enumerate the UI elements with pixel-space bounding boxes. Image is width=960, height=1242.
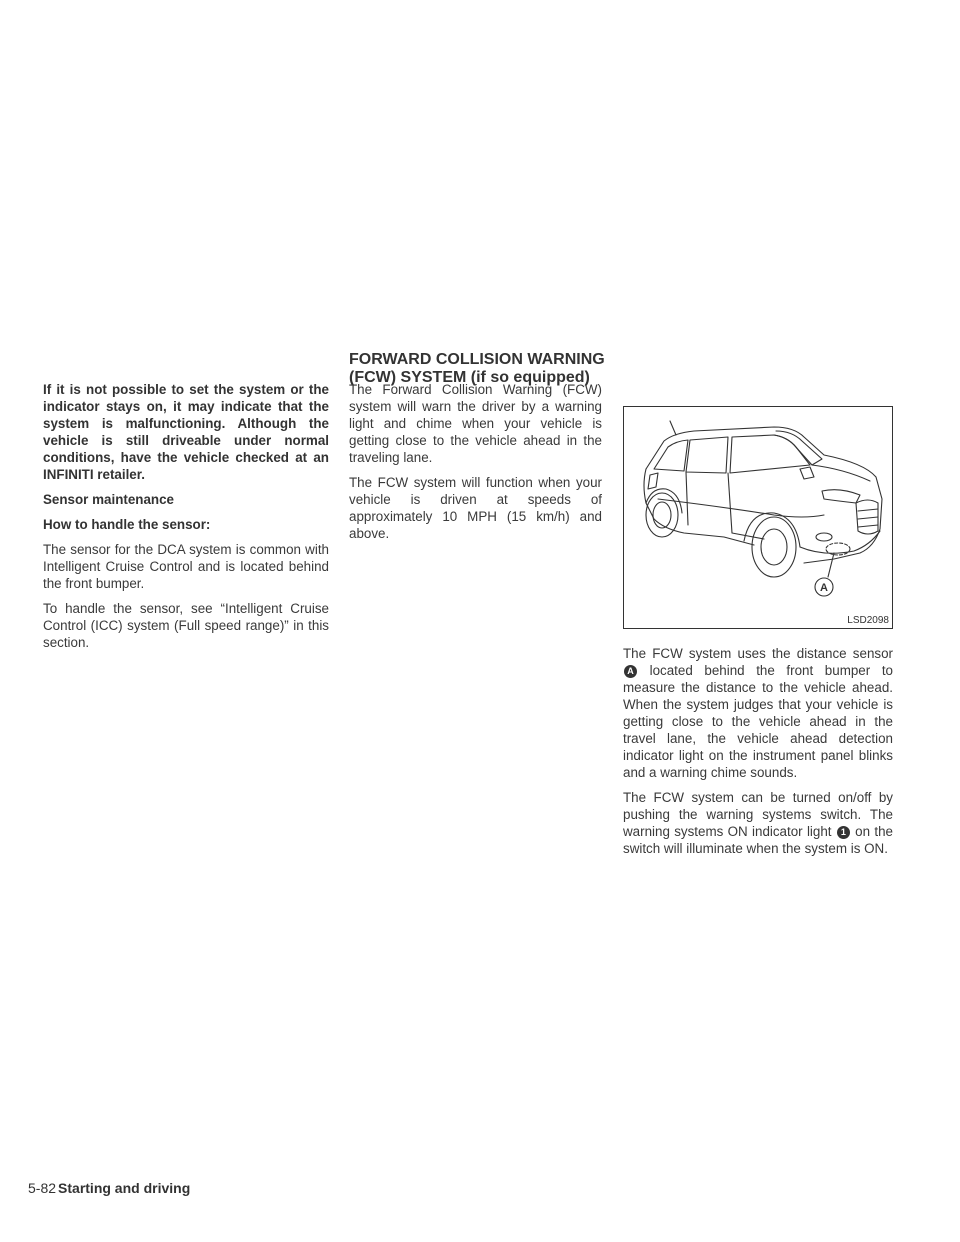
page-footer: [28, 1180, 190, 1196]
fcw-sensor-paragraph: [623, 645, 893, 781]
callout-1-icon: 1: [837, 826, 850, 839]
sensor-text-before: The FCW system uses the distance sensor: [623, 646, 893, 661]
malfunction-warning-text: If it is not possible to set the system or the indicator stays on, it may indicate that the system is malfunctioning. Although the vehicle is still driveable under normal conditions, have the vehicle checked at an INFINITI retailer.: [43, 382, 329, 482]
sensor-maintenance-heading: Sensor maintenance: [43, 492, 174, 507]
fcw-heading-line1: FORWARD COLLISION WARNING: [349, 351, 605, 368]
middle-column: [349, 381, 602, 550]
sensor-text-after: located behind the front bumper to measure the distance to the vehicle ahead. When the system judges that your vehicle is getting close to the vehicle ahead in the travel lane, the vehicle ahead detection indicator light on the instrument panel blinks and a warning chime sounds.: [623, 663, 893, 780]
suv-illustration: [624, 407, 892, 628]
fcw-switch-paragraph: [623, 789, 893, 857]
sensor-location-paragraph: The sensor for the DCA system is common with Intelligent Cruise Control and is located behind the front bumper.: [43, 542, 329, 591]
handle-sensor-heading: How to handle the sensor:: [43, 517, 211, 532]
right-column: [623, 645, 893, 865]
footer-section-name: Starting and driving: [58, 1180, 191, 1196]
callout-a-icon: A: [624, 665, 637, 678]
fcw-intro-paragraph: The Forward Collision Warning (FCW) system will warn the driver by a warning light and chime when your vehicle is getting close to the vehicle ahead in the traveling lane.: [349, 382, 602, 465]
switch-text-before: The FCW system can be turned on/off by pushing the warning systems switch. The warning systems ON indicator light: [623, 790, 893, 839]
switch-text-after: on the switch will illuminate when the system is ON.: [623, 824, 893, 856]
vehicle-sensor-figure: [623, 406, 893, 629]
fcw-heading-line2: (FCW) SYSTEM (if so equipped): [349, 369, 590, 386]
handle-sensor-reference-paragraph: To handle the sensor, see “Intelligent Cruise Control (ICC) system (Full speed range)” in this section.: [43, 601, 329, 650]
left-column: [43, 381, 329, 659]
fcw-speed-paragraph: The FCW system will function when your vehicle is driven at speeds of approximately 10 MPH (15 km/h) and above.: [349, 475, 602, 541]
figure-code: LSD2098: [847, 615, 889, 626]
page-number: 5-82: [28, 1180, 57, 1196]
figure-callout-a: A: [820, 582, 828, 594]
